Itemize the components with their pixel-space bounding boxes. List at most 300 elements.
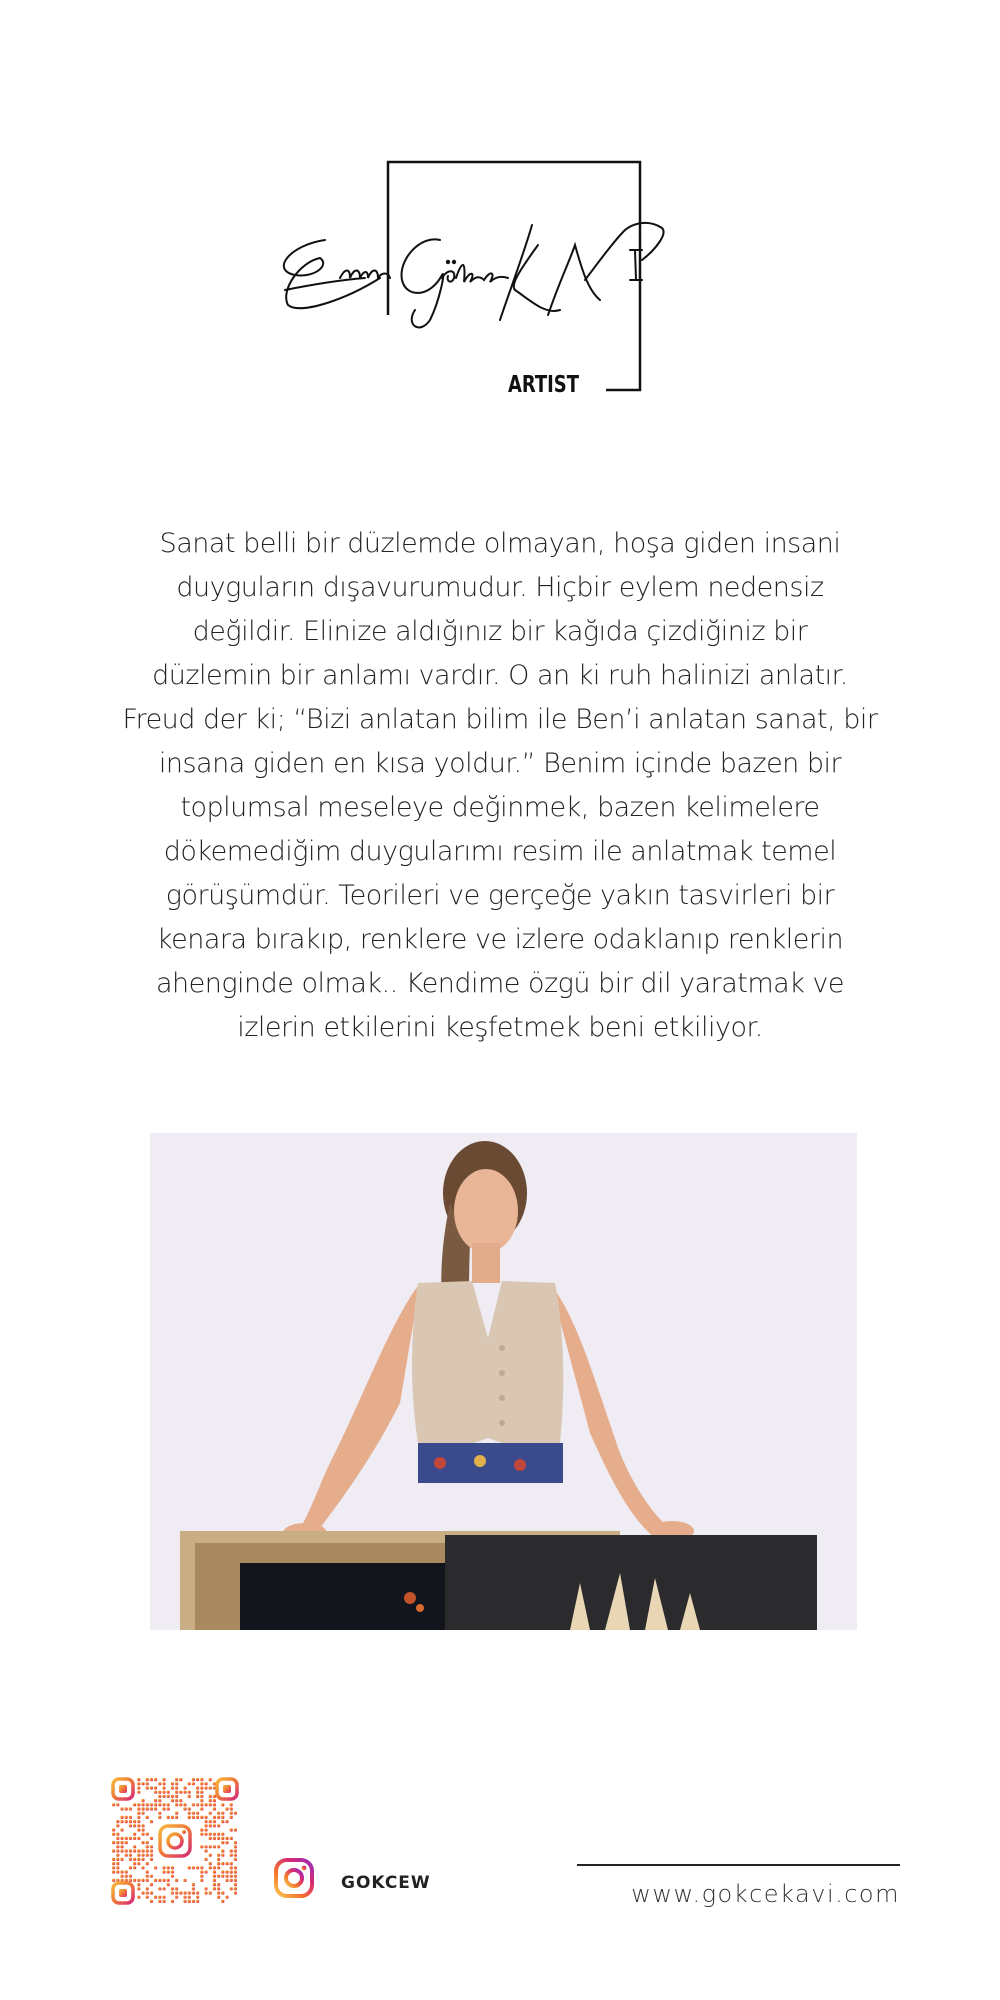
qr-module	[154, 1866, 157, 1869]
qr-module	[116, 1849, 119, 1852]
qr-module	[204, 1870, 207, 1873]
qr-module	[162, 1900, 165, 1903]
qr-module	[162, 1896, 165, 1899]
qr-module	[146, 1870, 149, 1873]
qr-module	[137, 1778, 140, 1781]
statement-line: ahenginde olmak.. Kendime özgü bir dil yaratmak ve	[155, 968, 845, 999]
qr-module	[225, 1837, 228, 1840]
qr-module	[192, 1778, 195, 1781]
qr-module	[116, 1803, 119, 1806]
qr-module	[175, 1887, 178, 1890]
qr-module	[209, 1799, 212, 1802]
qr-module	[213, 1799, 216, 1802]
qr-module	[209, 1803, 212, 1806]
qr-module	[225, 1879, 228, 1882]
qr-module	[196, 1803, 199, 1806]
qr-module	[209, 1837, 212, 1840]
qr-module	[196, 1812, 199, 1815]
statement-line: Sanat belli bir düzlemde olmayan, hoşa giden insani	[159, 528, 841, 559]
qr-module	[204, 1887, 207, 1890]
qr-module	[171, 1782, 174, 1785]
qr-module	[183, 1791, 186, 1794]
qr-module	[167, 1870, 170, 1873]
qr-module	[200, 1816, 203, 1819]
qr-module	[150, 1786, 153, 1789]
statement-line: değildir. Elinize aldığınız bir kağıda çizdiğiniz bir	[192, 616, 808, 647]
qr-module	[133, 1824, 136, 1827]
qr-module	[200, 1782, 203, 1785]
qr-module	[204, 1820, 207, 1823]
qr-module	[213, 1837, 216, 1840]
statement-line: görüşümdür. Teorileri ve gerçeğe yakın tasvirleri bir	[165, 880, 835, 911]
qr-module	[213, 1820, 216, 1823]
qr-module	[230, 1887, 233, 1890]
qr-module	[183, 1891, 186, 1894]
qr-module	[167, 1795, 170, 1798]
qr-module	[112, 1841, 115, 1844]
qr-module	[129, 1866, 132, 1869]
qr-module	[225, 1841, 228, 1844]
qr-module	[221, 1875, 224, 1878]
qr-module	[112, 1870, 115, 1873]
qr-module	[141, 1799, 144, 1802]
qr-module	[196, 1778, 199, 1781]
qr-module	[171, 1786, 174, 1789]
qr-module	[150, 1858, 153, 1861]
qr-module	[112, 1862, 115, 1865]
qr-module	[133, 1820, 136, 1823]
artist-logo	[270, 150, 730, 410]
qr-module	[179, 1891, 182, 1894]
qr-module	[120, 1841, 123, 1844]
qr-module	[125, 1870, 128, 1873]
qr-module	[192, 1782, 195, 1785]
qr-module	[217, 1896, 220, 1899]
qr-module	[221, 1833, 224, 1836]
qr-module	[162, 1887, 165, 1890]
qr-module	[230, 1828, 233, 1831]
footer-divider	[577, 1864, 900, 1866]
qr-module	[209, 1778, 212, 1781]
qr-module	[179, 1778, 182, 1781]
qr-module	[175, 1896, 178, 1899]
qr-module	[234, 1866, 237, 1869]
qr-module	[125, 1807, 128, 1810]
instagram-qr-code[interactable]	[110, 1776, 240, 1906]
qr-module	[116, 1866, 119, 1869]
qr-module	[230, 1879, 233, 1882]
qr-module	[158, 1795, 161, 1798]
qr-module	[188, 1866, 191, 1869]
qr-module	[192, 1900, 195, 1903]
qr-module	[150, 1891, 153, 1894]
qr-module	[154, 1799, 157, 1802]
qr-module	[230, 1837, 233, 1840]
qr-module	[116, 1854, 119, 1857]
qr-module	[137, 1858, 140, 1861]
signature-logo-graphic	[270, 150, 730, 410]
qr-module	[209, 1812, 212, 1815]
qr-module	[120, 1816, 123, 1819]
qr-module	[209, 1824, 212, 1827]
qr-module	[116, 1820, 119, 1823]
qr-module	[221, 1854, 224, 1857]
qr-module	[146, 1849, 149, 1852]
qr-module	[230, 1803, 233, 1806]
qr-module	[150, 1807, 153, 1810]
qr-module	[162, 1866, 165, 1869]
qr-module	[213, 1807, 216, 1810]
qr-module	[162, 1791, 165, 1794]
qr-module	[230, 1870, 233, 1873]
qr-module	[204, 1845, 207, 1848]
qr-module	[137, 1791, 140, 1794]
statement-line: dökemediğim duygularımı resim ile anlatmak temel	[163, 836, 837, 867]
qr-module	[209, 1862, 212, 1865]
qr-module	[209, 1866, 212, 1869]
qr-module	[175, 1786, 178, 1789]
qr-module	[204, 1786, 207, 1789]
artist-photo	[150, 1133, 857, 1630]
qr-module	[175, 1799, 178, 1802]
qr-module	[162, 1795, 165, 1798]
qr-module	[141, 1849, 144, 1852]
qr-module	[137, 1803, 140, 1806]
qr-module	[141, 1833, 144, 1836]
qr-module	[221, 1900, 224, 1903]
qr-module	[146, 1845, 149, 1848]
artist-statement	[90, 522, 910, 1050]
qr-module	[192, 1887, 195, 1890]
qr-module	[137, 1786, 140, 1789]
qr-module	[133, 1849, 136, 1852]
qr-module	[175, 1795, 178, 1798]
qr-module	[154, 1879, 157, 1882]
qr-module	[200, 1845, 203, 1848]
qr-module	[200, 1866, 203, 1869]
qr-module	[209, 1833, 212, 1836]
qr-module	[146, 1807, 149, 1810]
qr-module	[188, 1807, 191, 1810]
qr-module	[112, 1858, 115, 1861]
qr-module	[230, 1866, 233, 1869]
qr-module	[150, 1778, 153, 1781]
qr-module	[129, 1807, 132, 1810]
qr-module	[188, 1900, 191, 1903]
qr-module	[200, 1791, 203, 1794]
qr-module	[209, 1891, 212, 1894]
qr-module	[196, 1795, 199, 1798]
qr-module	[120, 1820, 123, 1823]
qr-module	[213, 1824, 216, 1827]
qr-module	[200, 1786, 203, 1789]
qr-module	[116, 1858, 119, 1861]
qr-module	[129, 1854, 132, 1857]
qr-module	[175, 1891, 178, 1894]
qr-module	[171, 1816, 174, 1819]
qr-module	[141, 1858, 144, 1861]
qr-module	[120, 1870, 123, 1873]
qr-module	[146, 1887, 149, 1890]
qr-module	[120, 1828, 123, 1831]
qr-module	[171, 1870, 174, 1873]
qr-module	[234, 1875, 237, 1878]
qr-module	[137, 1812, 140, 1815]
qr-module	[213, 1870, 216, 1873]
qr-module	[141, 1812, 144, 1815]
qr-module	[158, 1900, 161, 1903]
qr-module	[125, 1820, 128, 1823]
qr-module	[209, 1854, 212, 1857]
qr-module	[112, 1866, 115, 1869]
instagram-icon[interactable]	[273, 1857, 315, 1899]
statement-line: izlerin etkilerini keşfetmek beni etkiliyor.	[237, 1012, 763, 1043]
qr-module	[171, 1799, 174, 1802]
qr-module	[234, 1883, 237, 1886]
qr-module	[141, 1879, 144, 1882]
qr-module	[217, 1816, 220, 1819]
qr-module	[213, 1845, 216, 1848]
qr-module	[129, 1837, 132, 1840]
qr-module	[192, 1816, 195, 1819]
qr-module	[129, 1858, 132, 1861]
qr-module	[217, 1862, 220, 1865]
qr-module	[158, 1812, 161, 1815]
qr-module	[129, 1849, 132, 1852]
qr-module	[137, 1887, 140, 1890]
qr-module	[209, 1820, 212, 1823]
qr-module	[146, 1879, 149, 1882]
qr-module	[146, 1862, 149, 1865]
qr-module	[221, 1812, 224, 1815]
qr-module	[192, 1803, 195, 1806]
qr-module	[162, 1782, 165, 1785]
qr-module	[162, 1778, 165, 1781]
qr-module	[137, 1837, 140, 1840]
qr-module	[204, 1803, 207, 1806]
qr-module	[129, 1879, 132, 1882]
qr-module	[141, 1782, 144, 1785]
qr-module	[217, 1837, 220, 1840]
qr-module	[133, 1803, 136, 1806]
qr-module	[116, 1841, 119, 1844]
qr-module	[234, 1879, 237, 1882]
qr-module	[167, 1883, 170, 1886]
statement-line: duyguların dışavurumudur. Hiçbir eylem nedensiz	[176, 572, 824, 603]
qr-module	[234, 1858, 237, 1861]
qr-module	[146, 1875, 149, 1878]
qr-module	[209, 1795, 212, 1798]
qr-module	[221, 1820, 224, 1823]
website-link[interactable]: www.gokcekavi.com	[631, 1880, 900, 1908]
qr-module	[225, 1820, 228, 1823]
qr-module	[204, 1824, 207, 1827]
qr-module	[188, 1816, 191, 1819]
qr-module	[183, 1803, 186, 1806]
qr-module	[175, 1791, 178, 1794]
qr-module	[129, 1875, 132, 1878]
qr-module	[133, 1866, 136, 1869]
qr-module	[200, 1778, 203, 1781]
qr-module	[225, 1875, 228, 1878]
qr-module	[234, 1841, 237, 1844]
qr-module	[221, 1837, 224, 1840]
qr-module	[167, 1816, 170, 1819]
qr-module	[196, 1866, 199, 1869]
qr-module	[146, 1816, 149, 1819]
qr-module	[125, 1849, 128, 1852]
qr-module	[217, 1887, 220, 1890]
qr-module	[141, 1803, 144, 1806]
qr-module	[162, 1803, 165, 1806]
qr-module	[158, 1816, 161, 1819]
qr-module	[137, 1828, 140, 1831]
qr-module	[188, 1812, 191, 1815]
qr-module	[167, 1866, 170, 1869]
qr-module	[234, 1812, 237, 1815]
qr-module	[133, 1862, 136, 1865]
qr-module	[125, 1854, 128, 1857]
qr-module	[234, 1845, 237, 1848]
qr-module	[192, 1866, 195, 1869]
qr-module	[221, 1816, 224, 1819]
qr-module	[141, 1841, 144, 1844]
qr-module	[162, 1879, 165, 1882]
qr-module	[150, 1820, 153, 1823]
qr-module	[192, 1883, 195, 1886]
qr-module	[183, 1879, 186, 1882]
qr-module	[137, 1820, 140, 1823]
qr-module	[146, 1786, 149, 1789]
qr-module	[221, 1870, 224, 1873]
qr-module	[209, 1845, 212, 1848]
qr-module	[125, 1837, 128, 1840]
qr-module	[158, 1782, 161, 1785]
qr-module	[209, 1786, 212, 1789]
qr-module	[146, 1891, 149, 1894]
qr-module	[146, 1803, 149, 1806]
qr-module	[196, 1786, 199, 1789]
qr-module	[137, 1879, 140, 1882]
qr-module	[234, 1887, 237, 1890]
qr-module	[204, 1858, 207, 1861]
qr-module	[200, 1833, 203, 1836]
qr-module	[200, 1828, 203, 1831]
qr-module	[217, 1854, 220, 1857]
qr-module	[116, 1833, 119, 1836]
qr-module	[158, 1791, 161, 1794]
qr-module	[112, 1803, 115, 1806]
qr-module	[221, 1891, 224, 1894]
qr-module	[116, 1845, 119, 1848]
qr-module	[217, 1824, 220, 1827]
qr-module	[204, 1782, 207, 1785]
qr-module	[204, 1891, 207, 1894]
qr-module	[120, 1845, 123, 1848]
qr-module	[129, 1816, 132, 1819]
qr-module	[230, 1862, 233, 1865]
qr-module	[217, 1866, 220, 1869]
qr-module	[120, 1875, 123, 1878]
qr-module	[196, 1900, 199, 1903]
qr-module	[120, 1807, 123, 1810]
statement-line: düzlemin bir anlamı vardır. O an ki ruh halinizi anlatır.	[152, 660, 848, 691]
qr-module	[154, 1778, 157, 1781]
qr-module	[146, 1896, 149, 1899]
qr-module	[129, 1820, 132, 1823]
qr-module	[175, 1778, 178, 1781]
qr-module	[200, 1803, 203, 1806]
qr-module	[133, 1837, 136, 1840]
qr-module	[167, 1803, 170, 1806]
qr-module	[154, 1786, 157, 1789]
qr-module	[154, 1896, 157, 1899]
qr-module	[171, 1891, 174, 1894]
qr-module	[150, 1875, 153, 1878]
qr-module	[213, 1816, 216, 1819]
qr-module	[171, 1866, 174, 1869]
qr-module	[204, 1849, 207, 1852]
qr-module	[188, 1791, 191, 1794]
qr-module	[200, 1879, 203, 1882]
qr-module	[120, 1837, 123, 1840]
qr-module	[125, 1816, 128, 1819]
qr-module	[141, 1854, 144, 1857]
qr-module	[154, 1803, 157, 1806]
statement-line: Freud der ki; “Bizi anlatan bilim ile Ben’i anlatan sanat, bir	[122, 704, 878, 735]
instagram-handle[interactable]: GOKCEW	[341, 1873, 431, 1893]
qr-module	[234, 1870, 237, 1873]
qr-module	[112, 1879, 115, 1882]
qr-module	[158, 1887, 161, 1890]
qr-module	[230, 1875, 233, 1878]
qr-module	[196, 1791, 199, 1794]
qr-module	[146, 1841, 149, 1844]
qr-module	[116, 1862, 119, 1865]
qr-module	[183, 1896, 186, 1899]
logo-subtitle: ARTIST	[508, 372, 579, 398]
qr-module	[150, 1845, 153, 1848]
qr-module	[196, 1891, 199, 1894]
qr-module	[167, 1807, 170, 1810]
qr-module	[230, 1849, 233, 1852]
qr-module	[137, 1824, 140, 1827]
qr-module	[158, 1879, 161, 1882]
qr-module	[150, 1854, 153, 1857]
qr-module	[171, 1875, 174, 1878]
qr-module	[234, 1849, 237, 1852]
qr-module	[133, 1833, 136, 1836]
qr-module	[217, 1812, 220, 1815]
qr-module	[175, 1879, 178, 1882]
qr-module	[204, 1816, 207, 1819]
qr-module	[221, 1862, 224, 1865]
qr-module	[188, 1795, 191, 1798]
qr-module	[230, 1812, 233, 1815]
qr-module	[183, 1807, 186, 1810]
qr-module	[158, 1799, 161, 1802]
qr-module	[112, 1849, 115, 1852]
qr-module	[225, 1870, 228, 1873]
qr-module	[188, 1891, 191, 1894]
qr-module	[234, 1828, 237, 1831]
qr-module	[217, 1845, 220, 1848]
qr-module	[137, 1854, 140, 1857]
qr-module	[116, 1824, 119, 1827]
qr-module	[200, 1875, 203, 1878]
qr-module	[129, 1824, 132, 1827]
qr-module	[183, 1786, 186, 1789]
